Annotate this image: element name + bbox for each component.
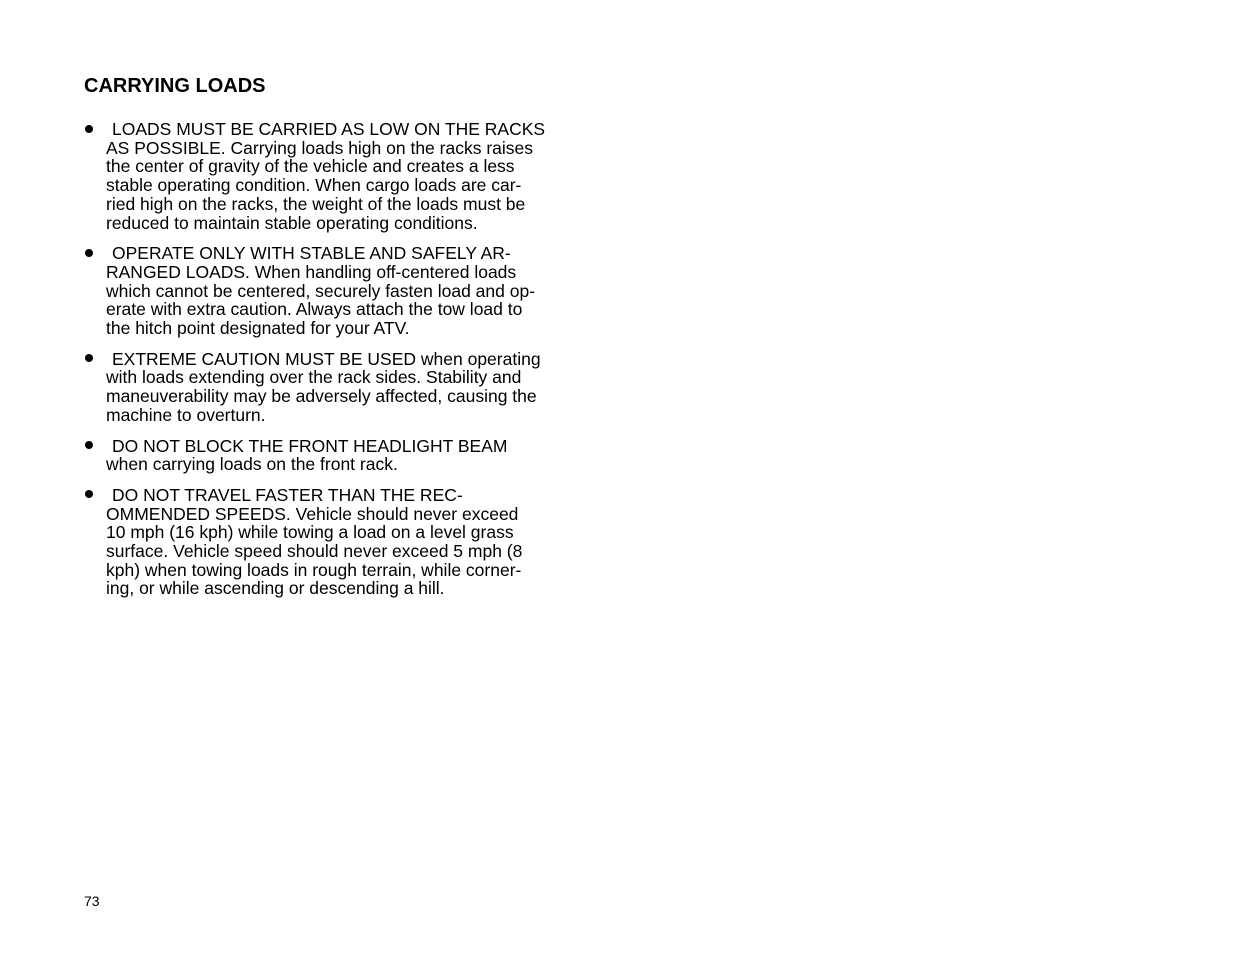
- bullet-text: [106, 484, 584, 599]
- text-line: AS POSSIBLE. Carrying loads high on the racks raises: [106, 137, 534, 158]
- bullet-text: [106, 348, 584, 425]
- text-line: RANGED LOADS. When handling off-centered loads: [106, 261, 517, 282]
- text-line: maneuverability may be adversely affected, causing the: [106, 386, 537, 407]
- text-line: EXTREME CAUTION MUST BE USED when operating: [112, 348, 541, 369]
- bullet-dot-icon: [85, 490, 93, 498]
- bullet-text: [106, 119, 584, 233]
- text-line: surface. Vehicle speed should never exceed 5 mph (8: [106, 541, 523, 562]
- text-line: erate with extra caution. Always attach the tow load to: [106, 299, 523, 320]
- text-line: machine to overturn.: [106, 404, 266, 425]
- text-line: stable operating condition. When cargo loads are car-: [106, 175, 522, 196]
- bullet-dot-icon: [85, 441, 93, 449]
- bullet-text: [106, 435, 584, 475]
- bullet-dot-icon: [85, 125, 93, 133]
- text-line: ing, or while ascending or descending a hill.: [106, 578, 445, 599]
- text-line: with loads extending over the rack sides. Stability and: [106, 367, 522, 388]
- text-line: the hitch point designated for your ATV.: [106, 318, 410, 339]
- section-heading: CARRYING LOADS: [84, 75, 266, 97]
- bullet-item-headlight: [84, 437, 584, 474]
- text-line: 10 mph (16 kph) while towing a load on a level grass: [106, 522, 514, 543]
- bullet-item-stable-loads: [84, 244, 584, 338]
- text-line: ried high on the racks, the weight of the loads must be: [106, 193, 526, 214]
- text-line: reduced to maintain stable operating conditions.: [106, 212, 478, 233]
- text-line: LOADS MUST BE CARRIED AS LOW ON THE RACKS: [112, 119, 546, 139]
- text-line: OPERATE ONLY WITH STABLE AND SAFELY AR-: [112, 243, 511, 264]
- bullet-dot-icon: [85, 249, 93, 257]
- text-line: which cannot be centered, securely fasten load and op-: [106, 280, 536, 301]
- text-line: DO NOT BLOCK THE FRONT HEADLIGHT BEAM: [112, 435, 508, 456]
- text-line: DO NOT TRAVEL FASTER THAN THE REC-: [112, 484, 463, 505]
- page-number: 73: [84, 893, 100, 909]
- bullet-item-speed: [84, 486, 584, 598]
- text-line: kph) when towing loads in rough terrain, while corner-: [106, 559, 522, 580]
- text-line: OMMENDED SPEEDS. Vehicle should never exceed: [106, 503, 519, 524]
- bullet-dot-icon: [85, 354, 93, 362]
- safety-bullet-list: [84, 120, 584, 610]
- bullet-item-extreme-caution: [84, 350, 584, 425]
- text-line: the center of gravity of the vehicle and creates a less: [106, 156, 515, 177]
- text-line: when carrying loads on the front rack.: [106, 454, 398, 475]
- bullet-text: [106, 243, 584, 339]
- bullet-item-low-racks: [84, 120, 584, 232]
